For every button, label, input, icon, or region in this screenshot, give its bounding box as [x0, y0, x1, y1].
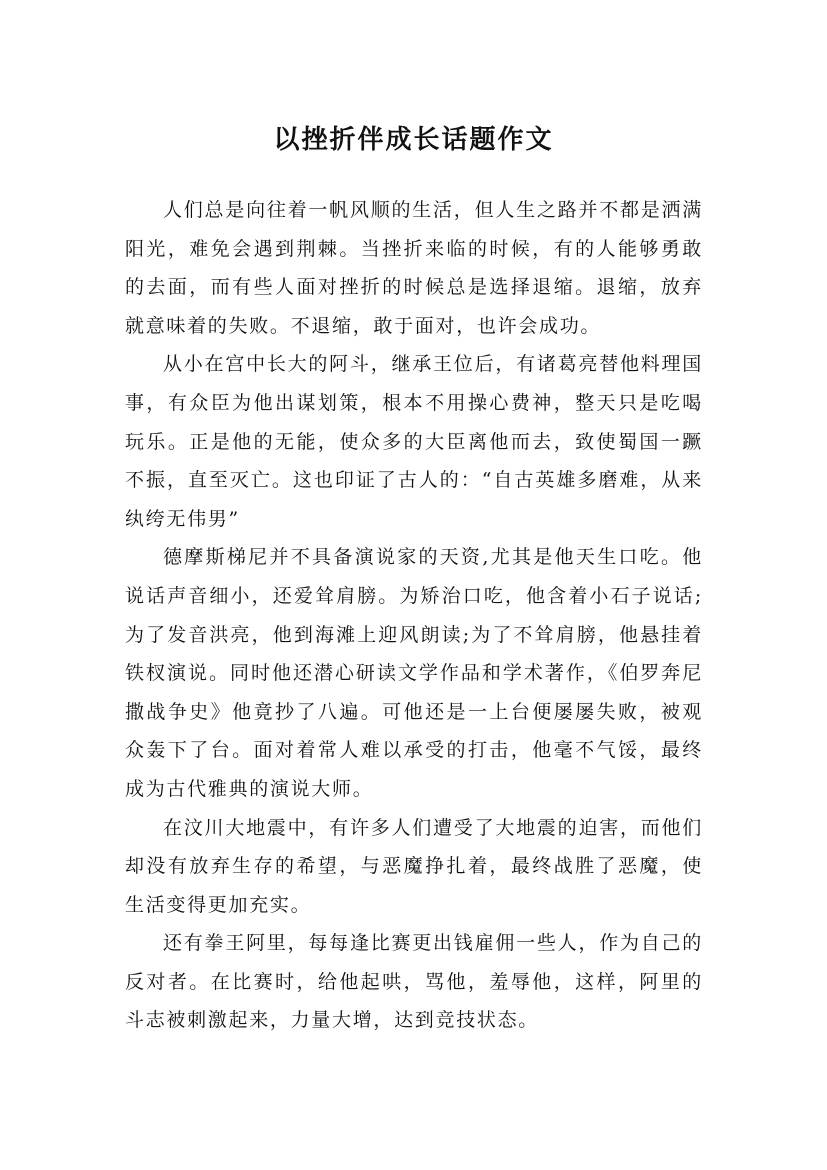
paragraph-ali: 还有拳王阿里，每每逢比赛更出钱雇佣一些人，作为自己的反对者。在比赛时，给他起哄，骂他，羞辱他，这样，阿里的斗志被刺激起来，力量大增，达到竞技状态。: [125, 932, 703, 1032]
paragraph-wenchuan: 在汶川大地震中，有许多人们遭受了大地震的迫害，而他们却没有放弃生存的希望，与恶魔挣扎着，最终战胜了恶魔，使生活变得更加充实。: [125, 816, 703, 916]
document-title: 以挫折伴成长话题作文: [273, 125, 554, 156]
paragraph-adou: 从小在宫中长大的阿斗，继承王位后，有诸葛亮替他料理国事，有众臣为他出谋划策，根本不用操心费神，整天只是吃喝玩乐。正是他的无能，使众多的大臣离他而去，致使蜀国一蹶不振，直至灭亡。这也印证了古人的：“自古英雄多磨难，从来纨绔无伟男”: [125, 353, 703, 530]
paragraph-intro: 人们总是向往着一帆风顺的生活，但人生之路并不都是洒满阳光，难免会遇到荆棘。当挫折来临的时候，有的人能够勇敢的去面，而有些人面对挫折的时候总是选择退缩。退缩，放弃就意味着的失败。不退缩，敢于面对，也许会成功。: [125, 199, 703, 337]
paragraph-demosthenes: 德摩斯梯尼并不具备演说家的天资,尤其是他天生口吃。他说话声音细小，还爱耸肩膀。为矫治口吃，他含着小石子说话;为了发音洪亮，他到海滩上迎风朗读;为了不耸肩膀，他悬挂着铁杈演说。同时他还潜心研读文学作品和学术著作，《伯罗奔尼撒战争史》他竟抄了八遍。可他还是一上台便屡屡失败，被观众轰下了台。面对着常人难以承受的打击，他毫不气馁，最终成为古代雅典的演说大师。: [125, 546, 703, 800]
document-body: [125, 191, 703, 1040]
